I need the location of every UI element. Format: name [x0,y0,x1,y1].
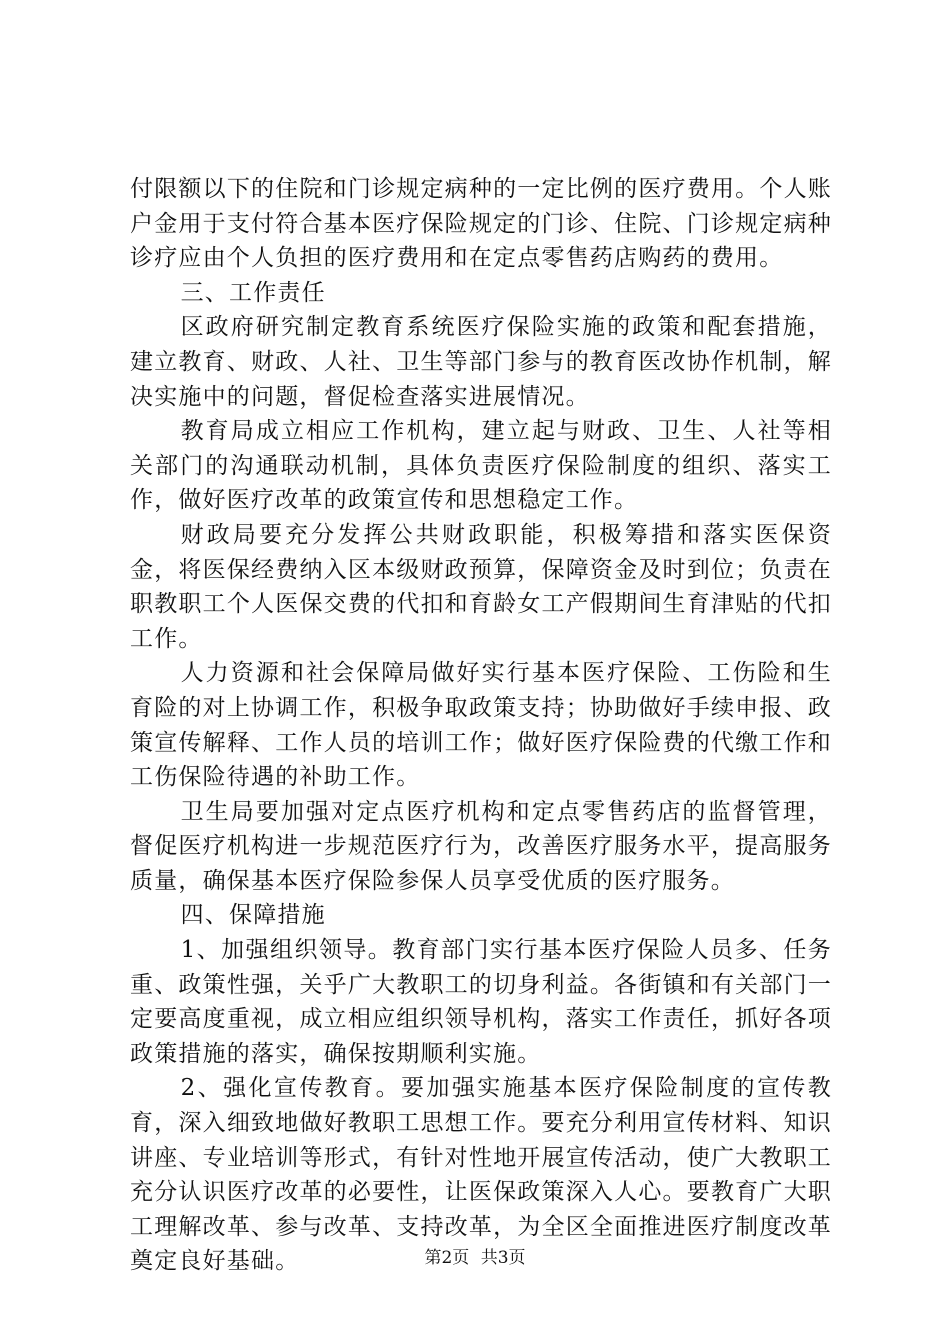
paragraph-continuation: 付限额以下的住院和门诊规定病种的一定比例的医疗费用。个人账户金用于支付符合基本医疗保险规定的门诊、住院、门诊规定病种诊疗应由个人负担的医疗费用和在定点零售药店购药的费用。 [130,176,832,272]
paragraph-organization-leadership: 1、加强组织领导。教育部门实行基本医疗保险人员多、任务重、政策性强，关乎广大教职工的切身利益。各街镇和有关部门一定要高度重视，成立相应组织领导机构，落实工作责任，抓好各项政策措施的落实，确保按期顺利实施。 [130,937,832,1067]
section-heading-safeguard-measures: 四、保障措施 [180,902,326,929]
paragraph-finance-bureau: 财政局要充分发挥公共财政职能，积极筹措和落实医保资金，将医保经费纳入区本级财政预算，保障资金及时到位；负责在职教职工个人医保交费的代扣和育龄女工产假期间生育津贴的代扣工作。 [130,521,832,652]
paragraph-district-government: 区政府研究制定教育系统医疗保险实施的政策和配套措施，建立教育、财政、人社、卫生等部门参与的教育医改协作机制，解决实施中的问题，督促检查落实进展情况。 [130,314,832,410]
page-total: 共3页 [480,1248,526,1268]
page-footer [0,1243,950,1268]
paragraph-publicity-education: 2、强化宣传教育。要加强实施基本医疗保险制度的宣传教育，深入细致地做好教职工思想工作。要充分利用宣传材料、知识讲座、专业培训等形式，有针对性地开展宣传活动，使广大教职工充分认识医疗改革的必要性，让医保政策深入人心。要教育广大职工理解改革、参与改革、支持改革，为全区全面推进医疗制度改革奠定良好基础。 [130,1075,832,1275]
section-heading-work-responsibility: 三、工作责任 [180,279,326,306]
paragraph-education-bureau: 教育局成立相应工作机构，建立起与财政、卫生、人社等相关部门的沟通联动机制，具体负责医疗保险制度的组织、落实工作，做好医疗改革的政策宣传和思想稳定工作。 [130,418,832,514]
paragraph-health-bureau: 卫生局要加强对定点医疗机构和定点零售药店的监督管理，督促医疗机构进一步规范医疗行为，改善医疗服务水平，提高服务质量，确保基本医疗保险参保人员享受优质的医疗服务。 [130,798,832,894]
paragraph-human-resources-bureau: 人力资源和社会保障局做好实行基本医疗保险、工伤险和生育险的对上协调工作，积极争取政策支持；协助做好手续申报、政策宣传解释、工作人员的培训工作；做好医疗保险费的代缴工作和工伤保险待遇的补助工作。 [130,660,832,791]
document-body [130,172,832,1279]
page-number: 第2页 [424,1248,470,1268]
